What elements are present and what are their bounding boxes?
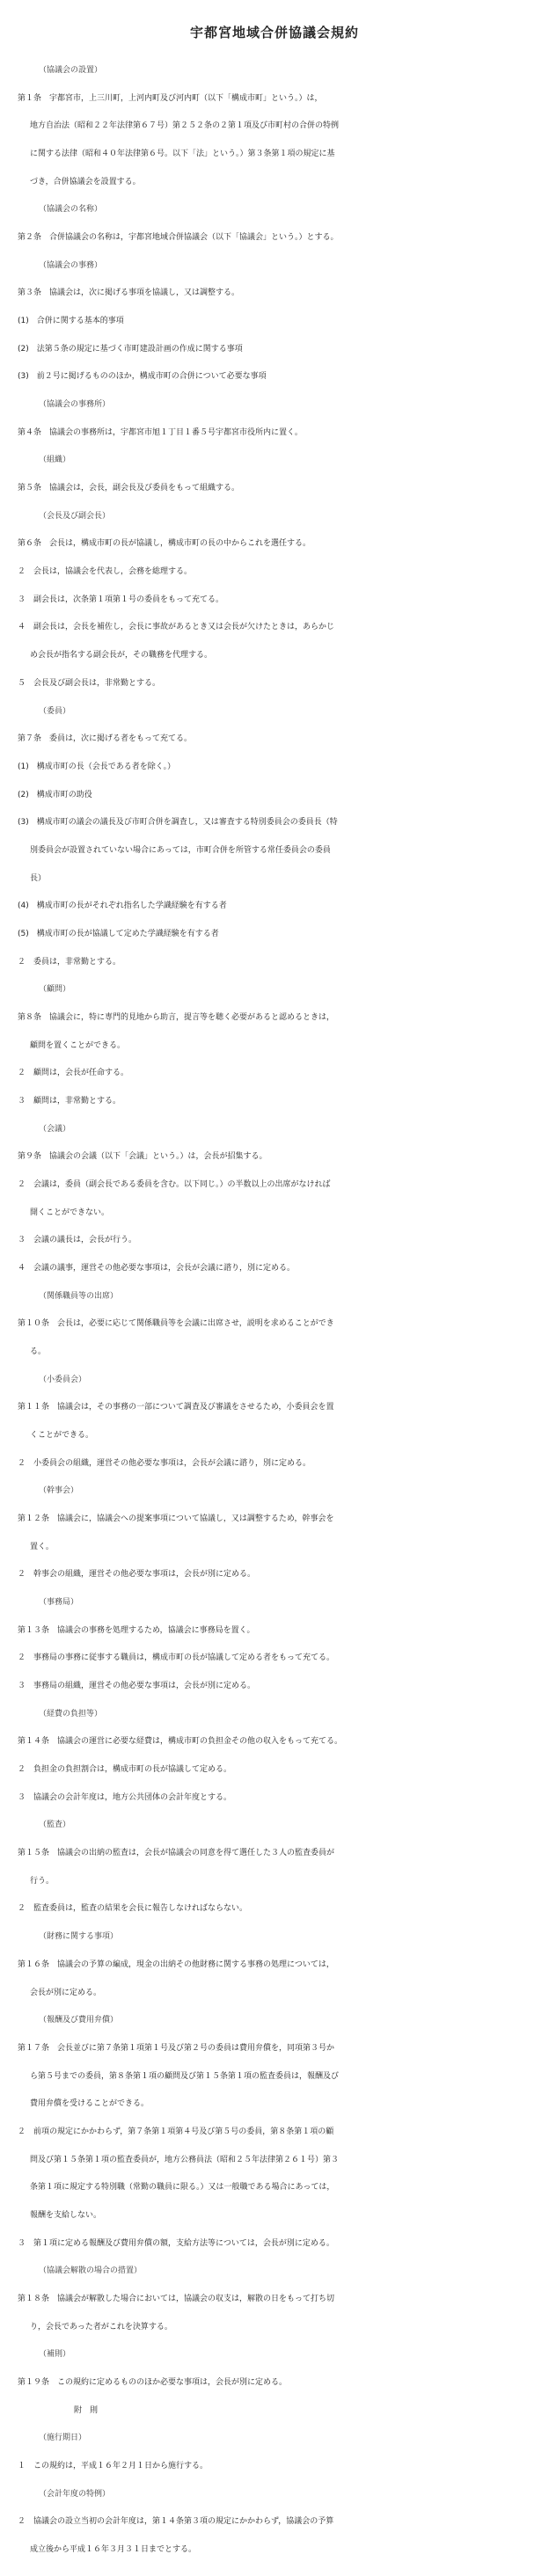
body-line: ３ 協議会の会計年度は，地方公共団体の会計年度とする。 <box>18 1793 232 1802</box>
section-heading: （会議） <box>39 1125 71 1134</box>
body-line: 第６条 会長は，構成市町の長が協議し，構成市町の長の中からこれを選任する。 <box>18 539 311 548</box>
body-line: り，会長であった者がこれを決算する。 <box>30 2323 172 2332</box>
section-heading: （関係職員等の出席） <box>39 1292 119 1301</box>
section-heading: （小委員会） <box>39 1376 87 1384</box>
section-heading: （委員） <box>39 707 71 716</box>
body-line: 第１４条 協議会の運営に必要な経費は，構成市町の負担金その他の収入をもって充てる。 <box>18 1737 343 1746</box>
body-line: (4) 構成市町の長がそれぞれ指名した学識経験を有する者 <box>18 901 227 910</box>
body-line: ２ 幹事会の組織，運営その他必要な事項は，会長が別に定める。 <box>18 1570 256 1579</box>
section-heading: （監査） <box>39 1821 71 1829</box>
body-line: 第１５条 協議会の出納の監査は，会長が協議会の同意を得て選任した３人の監査委員が <box>18 1849 335 1857</box>
body-line: (2) 法第５条の規定に基づく市町建設計画の作成に関する事項 <box>18 345 243 354</box>
body-line: ３ 会議の議長は，会長が行う。 <box>18 1236 137 1244</box>
body-line: 第８条 協議会に，特に専門的見地から助言，提言等を聴く必要があると認めるときは， <box>18 1013 335 1022</box>
body-line: 長） <box>30 874 47 883</box>
body-line: ５ 会長及び副会長は，非常勤とする。 <box>18 679 161 688</box>
body-line: ２ 顧問は，会長が任命する。 <box>18 1069 129 1077</box>
body-line: 第１３条 協議会の事務を処理するため，協議会に事務局を置く。 <box>18 1626 255 1635</box>
body-line: 第１条 宇都宮市，上三川町，上河内町及び河内町（以下「構成市町」という。）は， <box>18 94 323 103</box>
section-heading: （補則） <box>39 2350 71 2359</box>
section-heading: （会長及び副会長） <box>39 512 111 521</box>
body-line: 開くことができない。 <box>30 1208 110 1217</box>
body-line: ２ 協議会の設立当初の会計年度は，第１４条第３項の規定にかかわらず，協議会の予算 <box>18 2517 334 2526</box>
body-line: 附 則 <box>74 2406 99 2415</box>
body-line: 第３条 協議会は，次に掲げる事項を協議し，又は調整する。 <box>18 288 240 297</box>
body-line: 置く。 <box>30 1543 54 1551</box>
body-line: る。 <box>30 1347 47 1356</box>
body-line: 会長が別に定める。 <box>30 1989 102 1997</box>
body-line: 第９条 協議会の会議（以下「会議」という。）は，会長が招集する。 <box>18 1152 267 1161</box>
body-line: 第１２条 協議会に，協議会への提案事項について協議し，又は調整するため，幹事会を <box>18 1514 334 1523</box>
body-line: ２ 負担金の負担割合は，構成市町の長が協議して定める。 <box>18 1765 232 1774</box>
body-line: 問及び第１５条第１項の監査委員が，地方公務員法（昭和２５年法律第２６１号）第３ <box>30 2156 340 2164</box>
body-line: め会長が指名する副会長が，その職務を代理する。 <box>30 651 213 660</box>
body-line: 第１０条 会長は，必要に応じて関係職員等を会議に出席させ，説明を求めることができ <box>18 1319 334 1328</box>
body-line: ３ 顧問は，非常勤とする。 <box>18 1097 121 1106</box>
document-title: 宇都宮地域合併協議会規約 <box>189 25 359 40</box>
body-line: ２ 会長は，協議会を代表し，会務を総理する。 <box>18 567 193 576</box>
body-line: (2) 構成市町の助役 <box>18 791 92 799</box>
body-line: ３ 事務局の組織，運営その他必要な事項は，会長が別に定める。 <box>18 1682 256 1690</box>
body-line: ら第５号までの委員，第８条第１項の顧問及び第１５条第１項の監査委員は，報酬及び <box>30 2072 340 2081</box>
body-line: 第２条 合併協議会の名称は，宇都宮地域合併協議会（以下「協議会」という。）とする。 <box>18 233 339 242</box>
section-heading: （施行期日） <box>39 2434 87 2442</box>
body-line: ４ 副会長は，会長を補佐し，会長に事故があるとき又は会長が欠けたときは，あらかじ <box>18 623 335 631</box>
body-line: 行う。 <box>30 1877 55 1886</box>
body-line: 別委員会が設置されていない場合にあっては，市町合併を所管する常任委員会の委員 <box>30 846 331 855</box>
body-line: ２ 前項の規定にかかわらず，第７条第１項第４号及び第５号の委員，第８条第１項の顧 <box>18 2127 334 2136</box>
section-heading: （報酬及び費用弁償） <box>39 2016 119 2025</box>
body-line: (1) 構成市町の長（会長である者を除く。） <box>18 763 176 771</box>
body-line: 第１９条 この規約に定めるもののほか必要な事項は，会長が別に定める。 <box>18 2378 288 2387</box>
body-line: 第５条 協議会は，会長，副会長及び委員をもって組織する。 <box>18 484 240 493</box>
body-line: ２ 監査委員は，監査の結果を会長に報告しなければならない。 <box>18 1904 248 1913</box>
body-line: (1) 合併に関する基本的事項 <box>18 317 124 325</box>
body-line: ４ 会議の議事，運営その他必要な事項は，会長が会議に諮り，別に定める。 <box>18 1264 296 1273</box>
body-line: ３ 副会長は，次条第１項第１号の委員をもって充てる。 <box>18 595 224 604</box>
section-heading: （協議会の事務所） <box>39 400 111 409</box>
section-heading: （組織） <box>39 456 71 464</box>
body-line: 費用弁償を受けることができる。 <box>30 2099 150 2108</box>
section-heading: （会計年度の特例） <box>39 2490 111 2499</box>
body-line: １ この規約は，平成１６年２月１日から施行する。 <box>18 2462 209 2470</box>
body-line: ３ 第１項に定める報酬及び費用弁償の額，支給方法等については，会長が別に定める。 <box>18 2239 334 2248</box>
body-line: 第１１条 協議会は，その事務の一部について調査及び審議をさせるため，小委員会を置 <box>18 1403 334 1412</box>
section-heading: （事務局） <box>39 1598 79 1607</box>
body-line: ２ 小委員会の組織，運営その他必要な事項は，会長が会議に諮り，別に定める。 <box>18 1459 311 1468</box>
body-line: (3) 前２号に掲げるもののほか，構成市町の合併について必要な事項 <box>18 372 267 381</box>
body-line: 第１６条 協議会の予算の編成，現金の出納その他財務に関する事務の処理については， <box>18 1960 334 1969</box>
body-line: 成立後から平成１６年３月３１日までとする。 <box>30 2545 197 2554</box>
body-line: づき，合併協議会を設置する。 <box>30 178 141 186</box>
section-heading: （協議会の事務） <box>39 261 103 270</box>
body-line: に関する法律（昭和４０年法律第６号。以下「法」という。）第３条第１項の規定に基 <box>30 150 335 158</box>
body-line: ２ 会議は，委員（副会長である委員を含む。以下同じ。）の半数以上の出席がなければ <box>18 1180 331 1189</box>
section-heading: （幹事会） <box>39 1486 79 1495</box>
body-line: 第４条 協議会の事務所は，宇都宮市旭１丁目１番５号宇都宮市役所内に置く。 <box>18 428 303 437</box>
section-heading: （協議会の名称） <box>39 205 103 214</box>
body-line: 第１７条 会長並びに第７条第１項第１号及び第２号の委員は費用弁償を，同項第３号か <box>18 2044 335 2053</box>
section-heading: （経費の負担等） <box>39 1710 103 1719</box>
section-heading: （顧問） <box>39 985 71 994</box>
body-line: (3) 構成市町の議会の議長及び市町合併を調査し，又は審査する特別委員会の委員長（特 <box>18 818 338 827</box>
body-line: ２ 委員は，非常勤とする。 <box>18 958 121 967</box>
body-line: 地方自治法（昭和２２年法律第６７号）第２５２条の２第１項及び市町村の合併の特例 <box>30 121 340 130</box>
section-heading: （財務に関する事項） <box>39 1932 119 1941</box>
body-line: くことができる。 <box>30 1431 94 1440</box>
section-heading: （協議会の設置） <box>39 66 103 75</box>
body-line: (5) 構成市町の長が協議して定めた学識経験を有する者 <box>18 930 219 938</box>
body-line: 第７条 委員は，次に掲げる者をもって充てる。 <box>18 734 193 743</box>
section-heading: （協議会解散の場合の措置） <box>39 2266 143 2275</box>
body-line: 報酬を支給しない。 <box>30 2211 102 2220</box>
body-line: 顧問を置くことができる。 <box>30 1041 126 1050</box>
body-line: 条第１項に規定する特別職（常勤の職員に限る。）又は一般職である場合にあっては， <box>30 2183 335 2192</box>
body-line: 第１８条 協議会が解散した場合においては，協議会の収支は，解散の日をもって打ち切 <box>18 2295 335 2303</box>
body-line: ２ 事務局の事務に従事する職員は，構成市町の長が協議して定める者をもって充てる。 <box>18 1653 335 1662</box>
